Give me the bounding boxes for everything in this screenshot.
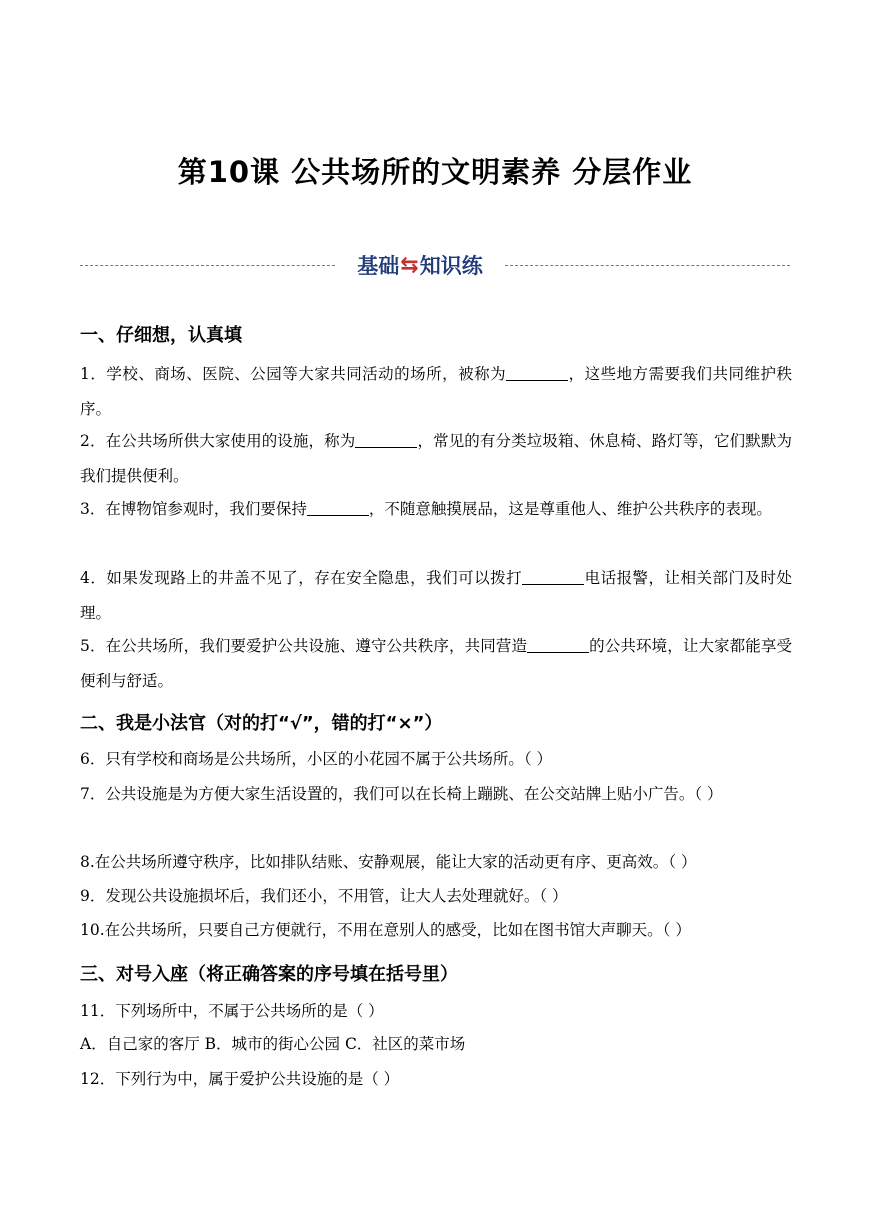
question-5	[80, 629, 792, 699]
section-banner	[335, 248, 505, 282]
link-arrows-icon: ⇆	[400, 252, 419, 278]
answer-blank[interactable]	[506, 362, 568, 381]
question-text: 在公共场所供大家使用的设施，称为	[105, 432, 356, 450]
question-number: 2．	[80, 432, 106, 450]
answer-blank[interactable]	[522, 566, 584, 585]
question-text: ，这些地方需要我们共同维护秩序。	[80, 365, 792, 418]
banner-text-left: 基础	[357, 254, 400, 278]
question-6: 6．只有学校和商场是公共场所，小区的小花园不属于公共场所。（ ）	[80, 750, 553, 768]
banner-text-right: 知识练	[419, 254, 483, 278]
question-11: 11．下列场所中，不属于公共场所的是（ ）	[80, 1002, 384, 1020]
answer-blank[interactable]	[527, 634, 589, 653]
question-text: 的公共环境，让大家都能享受便利与舒适。	[80, 637, 792, 690]
question-text: ，常见的有分类垃圾箱、休息椅、路灯等，它们默默为我们提供便利。	[80, 432, 792, 485]
question-10: 10.在公共场所，只要自己方便就行，不用在意别人的感受，比如在图书馆大声聊天。（ ）	[80, 921, 691, 939]
banner-divider-right	[505, 265, 790, 266]
question-12: 12．下列行为中，属于爱护公共设施的是（ ）	[80, 1070, 400, 1088]
section-heading-fill-blank: 一、仔细想，认真填	[80, 325, 242, 346]
question-text: 在博物馆参观时，我们要保持	[105, 500, 307, 518]
question-number: 5．	[80, 637, 106, 655]
question-1	[80, 357, 792, 427]
banner-divider-left	[80, 265, 335, 266]
question-2	[80, 424, 792, 494]
question-8: 8.在公共场所遵守秩序，比如排队结账、安静观展，能让大家的活动更有序、更高效。（ ）	[80, 853, 697, 871]
section-heading-multiple-choice: 三、对号入座（将正确答案的序号填在括号里）	[80, 964, 458, 985]
question-text: 在公共场所，我们要爱护公共设施、遵守公共秩序，共同营造	[105, 637, 528, 655]
question-text: 电话报警，让相关部门及时处理。	[80, 569, 792, 622]
question-3	[80, 492, 792, 527]
question-7: 7．公共设施是为方便大家生活设置的，我们可以在长椅上蹦跳、在公交站牌上贴小广告。（ ）	[80, 785, 723, 803]
page-title: 第10课 公共场所的文明素养 分层作业	[177, 155, 693, 189]
question-4	[80, 561, 792, 631]
question-text: 学校、商场、医院、公园等大家共同活动的场所，被称为	[106, 365, 507, 383]
question-9: 9．发现公共设施损坏后，我们还小，不用管，让大人去处理就好。（ ）	[80, 887, 568, 905]
section-heading-true-false: 二、我是小法官（对的打“√”，错的打“×”）	[80, 713, 443, 734]
question-text: ，不随意触摸展品，这是尊重他人、维护公共秩序的表现。	[368, 500, 772, 518]
question-11-options: A．自己家的客厅 B．城市的街心公园 C．社区的菜市场	[80, 1035, 466, 1053]
answer-blank[interactable]	[355, 429, 417, 448]
question-number: 3．	[80, 500, 106, 518]
question-number: 1．	[80, 365, 107, 383]
answer-blank[interactable]	[307, 497, 369, 516]
question-text: 如果发现路上的井盖不见了，存在安全隐患，我们可以拨打	[106, 569, 523, 587]
question-number: 4．	[80, 569, 107, 587]
